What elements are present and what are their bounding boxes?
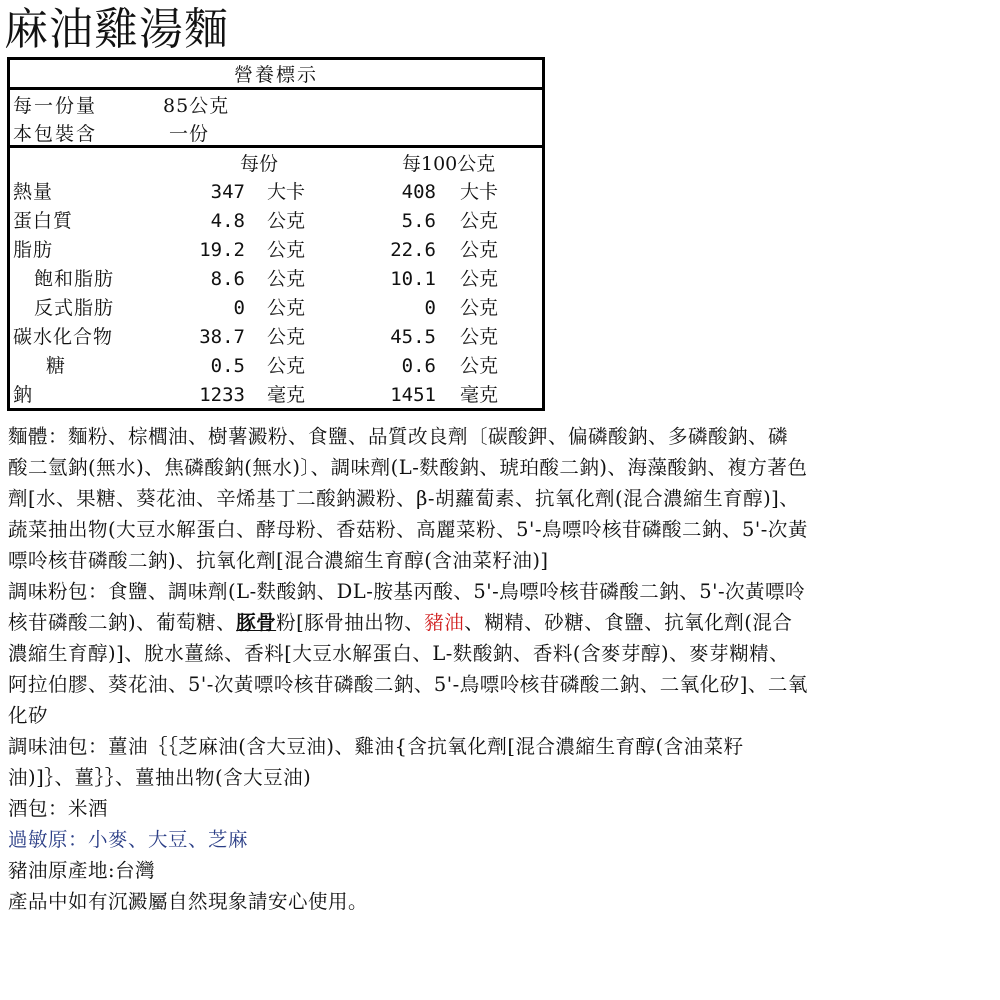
per-serving-value: 4.8 [210, 210, 245, 232]
per-100g-unit: 公克 [460, 239, 499, 261]
powder-red-lard: 豬油 [424, 611, 465, 634]
per-serving-value: 19.2 [199, 239, 245, 261]
per-serving-unit: 大卡 [267, 181, 306, 203]
servings-value: 一份 [169, 123, 210, 145]
per-100g-unit: 公克 [460, 326, 499, 348]
oil-text: 薑油｛｛芝麻油(含大豆油)、雞油{含抗氧化劑[混合濃縮生育醇(含油菜籽油)]｝、薑｝｝、薑抽出物(含大豆油) [8, 735, 744, 789]
nutrient-row [10, 294, 542, 323]
nutrient-row [10, 236, 542, 265]
serving-size-row [13, 92, 229, 120]
per-100g-value: 0.6 [401, 355, 436, 377]
per-100g-unit: 大卡 [460, 181, 499, 203]
powder-bold-pork-bone: 豚骨 [236, 611, 277, 634]
product-title: 麻油雞湯麵 [4, 4, 229, 55]
per-serving-value: 1233 [199, 384, 245, 406]
nutrient-row [10, 178, 542, 207]
per-100g-unit: 公克 [460, 210, 499, 232]
allergen-line: 過敏原：小麥、大豆、芝麻 [8, 828, 249, 851]
nutrition-body [10, 148, 542, 410]
powder-text-3: 、糊精、砂糖、食鹽、抗氧化劑(混合濃縮生育醇)]、脫水薑絲、香料[大豆水解蛋白、L-麩酸鈉、香料(含麥芽醇)、麥芽糊精、阿拉伯膠、葵花油、5'-次黃嘌呤核苷磷酸二鈉、5'-鳥嘌呤核苷磷酸二鈉、二氧化矽]、二氧化矽 [8, 611, 808, 727]
per-serving-value: 0 [233, 297, 245, 319]
per-100g-unit: 公克 [460, 297, 499, 319]
powder-text-2: 粉[豚骨抽出物、 [276, 611, 425, 634]
per-100g-unit: 公克 [460, 355, 499, 377]
ingredients-section [8, 421, 808, 917]
per-100g-value: 0 [424, 297, 436, 319]
servings-per-pack-row [13, 120, 209, 148]
powder-label: 調味粉包： [8, 580, 109, 603]
per-serving-unit: 公克 [267, 210, 306, 232]
per-serving-unit: 公克 [267, 326, 306, 348]
noodle-label: 麵體： [8, 425, 69, 448]
note-line: 產品中如有沉澱屬自然現象請安心使用。 [8, 890, 369, 913]
nutrient-name: 飽和脂肪 [34, 268, 115, 290]
serving-info [10, 90, 542, 148]
nutrient-name: 脂肪 [13, 239, 54, 261]
per-serving-value: 8.6 [210, 268, 245, 290]
nutrient-row [10, 352, 542, 381]
per-100g-value: 10.1 [390, 268, 436, 290]
per-100g-value: 408 [401, 181, 436, 203]
nutrition-heading: 營養標示 [10, 60, 542, 90]
nutrient-row [10, 265, 542, 294]
nutrient-name: 碳水化合物 [13, 326, 114, 348]
noodle-text: 麵粉、棕櫚油、樹薯澱粉、食鹽、品質改良劑〔碳酸鉀、偏磷酸鈉、多磷酸鈉、磷酸二氫鈉(無水)、焦磷酸鈉(無水)〕、調味劑(L-麩酸鈉、琥珀酸二鈉)、海藻酸鈉、複方著色劑[水、果糖、葵花油、辛烯基丁二酸鈉澱粉、β-胡蘿蔔素、抗氧化劑(混合濃縮生育醇)]、蔬菜抽出物(大豆水解蛋白、酵母粉、香菇粉、高麗菜粉、5'-鳥嘌呤核苷磷酸二鈉、5'-次黃嘌呤核苷磷酸二鈉)、抗氧化劑[混合濃縮生育醇(含油菜籽油)] [8, 425, 808, 572]
col-per-100g: 每100公克 [402, 153, 496, 175]
per-serving-unit: 公克 [267, 297, 306, 319]
nutrient-row [10, 207, 542, 236]
nutrition-facts-table [7, 57, 545, 411]
per-serving-unit: 毫克 [267, 384, 306, 406]
col-per-serving: 每份 [240, 153, 279, 175]
per-serving-value: 0.5 [210, 355, 245, 377]
serving-size-value: 85公克 [163, 95, 230, 117]
per-serving-unit: 公克 [267, 239, 306, 261]
per-serving-value: 347 [210, 181, 245, 203]
per-100g-value: 1451 [390, 384, 436, 406]
oil-label: 調味油包： [8, 735, 109, 758]
per-100g-unit: 毫克 [460, 384, 499, 406]
nutrient-row [10, 323, 542, 352]
per-serving-value: 38.7 [199, 326, 245, 348]
serving-size-label: 每一份量 [13, 95, 98, 117]
per-serving-unit: 公克 [267, 355, 306, 377]
per-100g-unit: 公克 [460, 268, 499, 290]
nutrient-name: 糖 [46, 355, 67, 377]
powder-ingredients [8, 576, 808, 731]
servings-label: 本包裝含 [13, 123, 98, 145]
oil-ingredients [8, 731, 808, 793]
per-100g-value: 5.6 [401, 210, 436, 232]
nutrient-name: 反式脂肪 [34, 297, 115, 319]
nutrient-row [10, 381, 542, 410]
nutrient-name: 蛋白質 [13, 210, 74, 232]
origin-line: 豬油原產地:台灣 [8, 859, 156, 882]
per-serving-unit: 公克 [267, 268, 306, 290]
wine-line: 酒包：米酒 [8, 797, 109, 820]
noodle-ingredients [8, 421, 808, 576]
nutrient-name: 鈉 [13, 384, 34, 406]
per-100g-value: 45.5 [390, 326, 436, 348]
powder-text-1: 食鹽、調味劑(L-麩酸鈉、DL-胺基丙酸、5'-鳥嘌呤核苷磷酸二鈉、5'-次黃嘌呤核苷磷酸二鈉)、葡萄糖、 [8, 580, 806, 634]
per-100g-value: 22.6 [390, 239, 436, 261]
nutrient-name: 熱量 [13, 181, 54, 203]
